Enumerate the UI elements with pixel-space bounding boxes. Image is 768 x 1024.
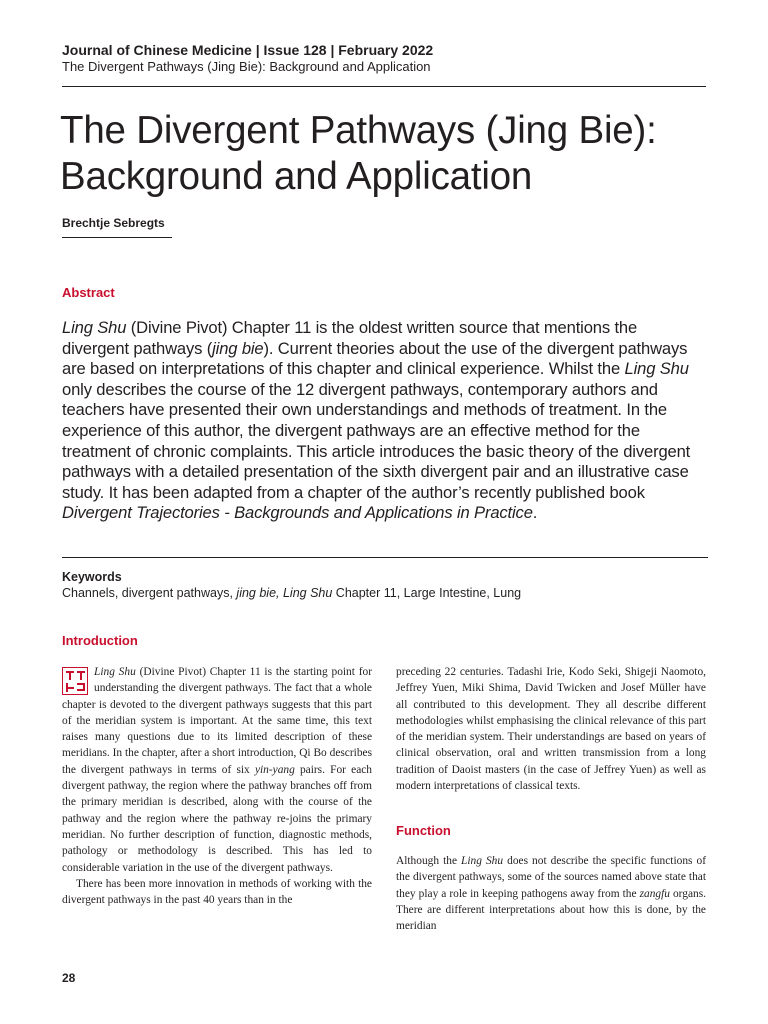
keywords-text: Channels, divergent pathways,: [62, 586, 237, 600]
abstract-divider: [62, 557, 708, 558]
intro-text: pairs. For each divergent pathway, the region where the pathway branches off from the primary meridian is described, along with the course of the pathway and the region where the pathway re-joins the primary meridian. No further description of function, diagnostic methods, pathology or methodology is described. This has led to considerable variation in the use of the divergent pathways.: [62, 763, 372, 874]
intro-text: yin-yang: [254, 763, 295, 776]
running-title: The Divergent Pathways (Jing Bie): Background and Application: [62, 59, 431, 74]
abstract-text: jing bie: [212, 338, 264, 358]
function-text: does not describe the specific functions of the divergent pathways, some of the sources named above state that they play a role in keeping pathogens away from the: [396, 855, 706, 900]
function-text: Ling Shu: [461, 855, 504, 867]
author-name: Brechtje Sebregts: [62, 216, 165, 230]
header-divider: [62, 86, 706, 87]
right-column-function: [396, 853, 706, 934]
title-line-1: The Divergent Pathways (Jing Bie):: [60, 109, 657, 152]
abstract-text: (Divine Pivot) Chapter 11 is the oldest written source that mentions the divergent pathways (: [62, 318, 638, 358]
abstract-body: [62, 318, 708, 524]
title-line-2: Background and Application: [60, 155, 533, 198]
intro-paragraph-1: [62, 664, 372, 876]
article-title: [60, 108, 720, 200]
function-paragraph: [396, 853, 706, 934]
keywords-heading: Keywords: [62, 570, 122, 584]
function-heading: Function: [396, 823, 451, 838]
abstract-heading: Abstract: [62, 285, 115, 300]
abstract-text: Ling Shu: [624, 359, 689, 379]
intro-text: Ling Shu: [94, 666, 136, 678]
journal-header: Journal of Chinese Medicine | Issue 128 | February 2022: [62, 42, 434, 58]
left-column: [62, 664, 372, 908]
keywords-text: jing bie, Ling Shu: [236, 586, 333, 600]
function-text: Although the: [396, 855, 462, 867]
function-text: zangfu: [639, 887, 670, 900]
author-divider: [62, 237, 172, 238]
intro-paragraph-3: preceding 22 centuries. Tadashi Irie, Kodo Seki, Shigeji Naomoto, Jeffrey Yuen, Miki Shima, David Twicken and Josef Müller have all contributed to this development. They all describe different methodologies whilst emphasising the clinical relevance of this part of the meridian system. Their understandings are based on years of clinical observation, oral and written transmission from a long tradition of Daoist masters (in the case of Jeffrey Yuen) as well as modern interpretations of classical texts.: [396, 666, 706, 793]
seal-stamp-icon: [62, 667, 88, 695]
abstract-text: Divergent Trajectories - Backgrounds and Applications in Practice: [62, 503, 533, 523]
abstract-text: .: [532, 503, 538, 523]
intro-paragraph-2: There has been more innovation in methods of working with the divergent pathways in the past 40 years than in the: [62, 877, 372, 907]
page-number: 28: [62, 971, 76, 985]
function-text: organs. There are different interpretations about how this is done, by the meridian: [396, 887, 707, 933]
right-column-intro: [396, 664, 706, 794]
abstract-text: only describes the course of the 12 divergent pathways, contemporary authors and teachers have presented their own understandings and methods of treatment. In the experience of this author, the divergent pathways are an effective method for the treatment of chronic complaints. This article introduces the basic theory of the divergent pathways with a detailed presentation of the sixth divergent pair and an illustrative case study. It has been adapted from a chapter of the author’s recently published book: [62, 379, 691, 502]
keywords-list: [62, 585, 521, 601]
intro-text: (Divine Pivot) Chapter 11 is the starting point for understanding the divergent pathways. The fact that a whole chapter is devoted to the divergent pathways suggests that this part of the meridian system is important. At the same time, this text raises many questions due to its limited description of these meridians. In the chapter, after a short introduction, Qi Bo describes the divergent pathways in terms of six: [62, 666, 372, 776]
abstract-text: ). Current theories about the use of the divergent pathways are based on interpretations of this chapter and clinical experience. Whilst the: [62, 338, 688, 379]
introduction-heading: Introduction: [62, 633, 138, 648]
abstract-text: Ling Shu: [62, 318, 127, 337]
keywords-text: Chapter 11, Large Intestine, Lung: [332, 586, 522, 600]
